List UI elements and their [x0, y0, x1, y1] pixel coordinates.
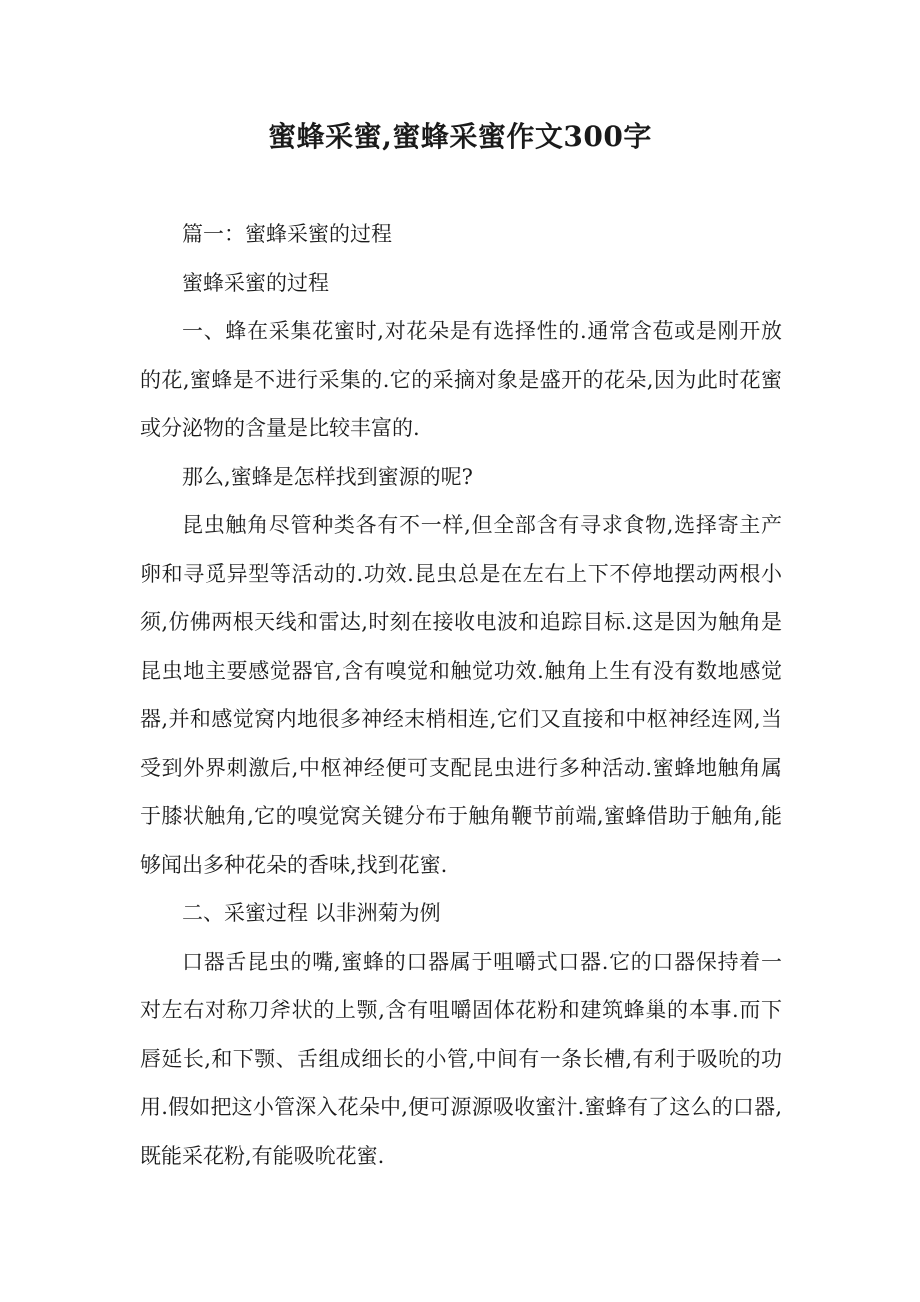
subsection-heading: 二、采蜜过程 以非洲菊为例 — [182, 901, 441, 925]
body-paragraph: 一、蜂在采集花蜜时,对花朵是有选择性的.通常含苞或是刚开放的花,蜜蜂是不进行采集的.它的采摘对象是盛开的花朵,因为此时花蜜或分泌物的含量是比较丰富的. — [140, 319, 782, 440]
section-heading: 篇一：蜜蜂采蜜的过程 — [182, 222, 392, 246]
body-paragraph: 那么,蜜蜂是怎样找到蜜源的呢? — [182, 464, 473, 489]
body-paragraph: 口器舌昆虫的嘴,蜜蜂的口器属于咀嚼式口器.它的口器保持着一对左右对称刀斧状的上颚,含有咀嚼固体花粉和建筑蜂巢的本事.而下唇延长,和下颚、舌组成细长的小管,中间有一条长槽,有利于吸吮的功用.假如把这小管深入花朵中,便可源源吸收蜜汁.蜜蜂有了这么的口器,既能采花粉,有能吸吮花蜜. — [140, 949, 782, 1168]
subsection-heading: 蜜蜂采蜜的过程 — [182, 270, 329, 295]
document-title: 蜜蜂采蜜,蜜蜂采蜜作文300字 — [268, 120, 652, 153]
body-paragraph: 昆虫触角尽管种类各有不一样,但全部含有寻求食物,选择寄主产卵和寻觅异型等活动的.功效.昆虫总是在左右上下不停地摆动两根小须,仿佛两根天线和雷达,时刻在接收电波和追踪目标.这是因为触角是昆虫地主要感觉器官,含有嗅觉和触觉功效.触角上生有没有数地感觉器,并和感觉窝内地很多神经末梢相连,它们又直接和中枢神经连网,当受到外界刺激后,中枢神经便可支配昆虫进行多种活动.蜜蜂地触角属于膝状触角,它的嗅觉窝关键分布于触角鞭节前端,蜜蜂借助于触角,能够闻出多种花朵的香味,找到花蜜. — [140, 513, 782, 877]
document-body — [140, 210, 782, 1180]
